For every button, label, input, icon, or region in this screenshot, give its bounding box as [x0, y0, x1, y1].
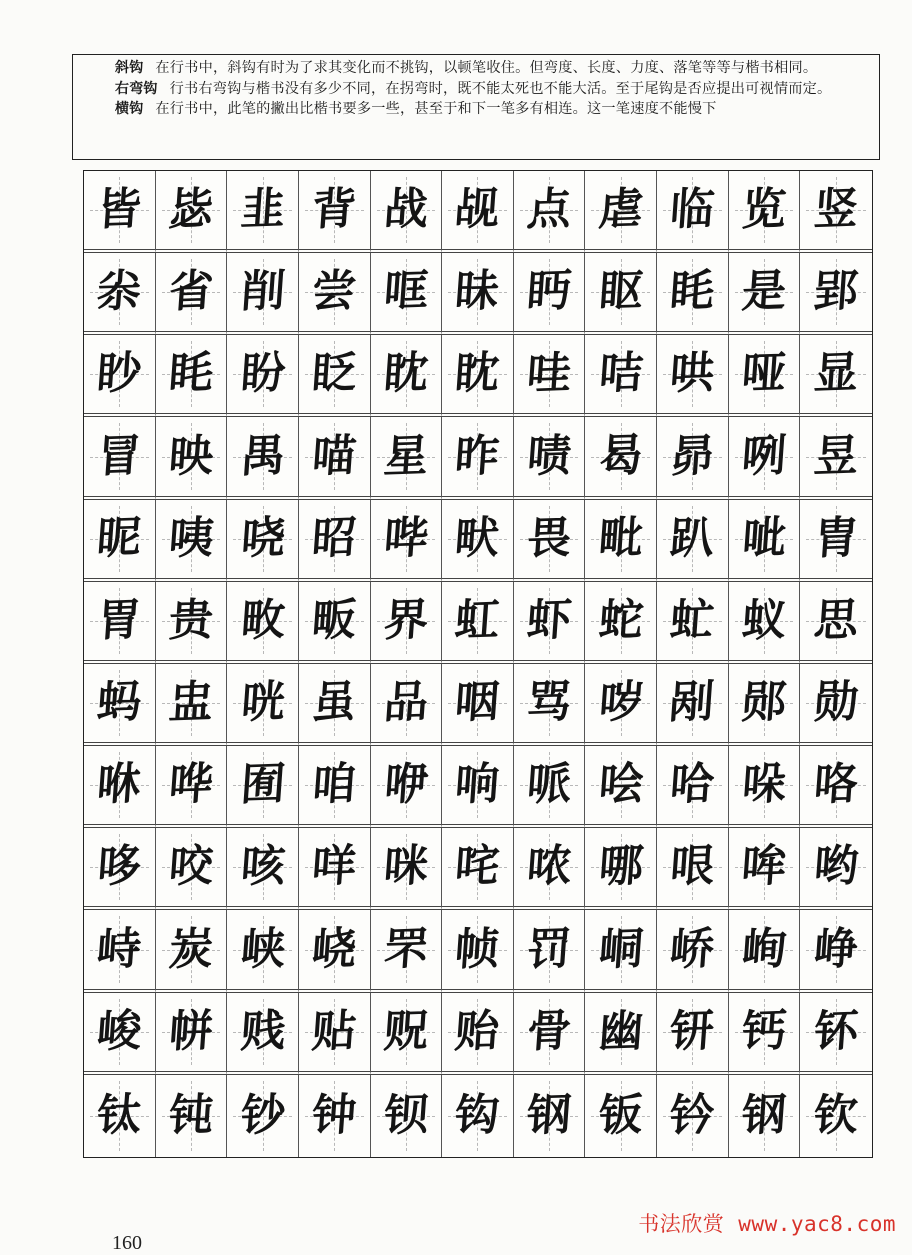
note-text: 在行书中，此笔的撇出比楷书要多一些，甚至于和下一笔多有相连。这一笔速度不能慢下: [155, 101, 717, 117]
grid-cell: [156, 335, 228, 417]
grid-cell: [657, 500, 729, 582]
character-glyph: 昱: [812, 429, 861, 483]
grid-cell: [84, 171, 156, 253]
character-glyph: 咩: [310, 840, 359, 894]
note-text: 行书右弯钩与楷书没有多少不同，在拐弯时，既不能太死也不能大活。至于尾钩是否应提出可视情而定。: [169, 80, 832, 97]
grid-cell: [227, 171, 299, 253]
character-glyph: 郧: [740, 676, 788, 729]
character-glyph: 钢: [740, 1089, 788, 1142]
grid-cell: [800, 335, 872, 417]
grid-cell: [227, 582, 299, 664]
grid-cell: [227, 1075, 299, 1157]
grid-cell: [442, 746, 514, 828]
grid-cell: [299, 1075, 371, 1157]
character-glyph: 哔: [382, 511, 430, 565]
grid-cell: [156, 993, 228, 1075]
character-glyph: 是: [740, 265, 788, 318]
grid-cell: [227, 335, 299, 417]
character-glyph: 咧: [740, 429, 788, 483]
character-glyph: 览: [740, 183, 788, 236]
grid-cell: [514, 253, 586, 335]
grid-cell: [800, 993, 872, 1075]
grid-cell: [514, 582, 586, 664]
character-glyph: 峣: [310, 922, 359, 976]
character-glyph: 眍: [596, 265, 645, 318]
character-glyph: 咤: [453, 840, 502, 894]
character-glyph: 畏: [525, 511, 574, 565]
grid-cell: [227, 500, 299, 582]
character-glyph: 峻: [95, 1004, 144, 1058]
grid-cell: [299, 582, 371, 664]
character-glyph: 勋: [812, 676, 861, 729]
character-glyph: 削: [238, 265, 287, 318]
character-glyph: 品: [382, 676, 430, 729]
character-glyph: 眈: [382, 347, 430, 401]
grid-cell: [84, 746, 156, 828]
character-glyph: 冒: [95, 429, 144, 483]
note-term: 斜钩: [115, 60, 144, 76]
character-glyph: 哕: [596, 676, 645, 729]
character-glyph: 咪: [382, 840, 430, 894]
note-item: [79, 58, 873, 79]
character-glyph: 盼: [238, 347, 287, 401]
character-glyph: 郢: [812, 265, 861, 318]
grid-cell: [585, 171, 657, 253]
character-glyph: 峋: [740, 922, 788, 976]
character-glyph: 罘: [382, 922, 430, 976]
grid-cell: [227, 664, 299, 746]
grid-cell: [371, 664, 443, 746]
character-glyph: 啧: [525, 429, 574, 483]
character-glyph: 眈: [453, 347, 502, 401]
grid-cell: [729, 171, 801, 253]
character-glyph: 胄: [812, 511, 861, 565]
grid-cell: [84, 335, 156, 417]
character-glyph: 蛇: [596, 594, 645, 647]
character-glyph: 哗: [167, 758, 215, 811]
grid-cell: [800, 417, 872, 499]
grid-cell: [227, 993, 299, 1075]
grid-cell: [156, 253, 228, 335]
note-term: 右弯钩: [115, 80, 158, 97]
grid-cell: [514, 828, 586, 910]
character-glyph: 背: [310, 183, 359, 236]
grid-cell: [657, 335, 729, 417]
character-glyph: 贵: [167, 594, 215, 647]
character-glyph: 畎: [453, 511, 502, 565]
grid-cell: [227, 746, 299, 828]
grid-cell: [442, 1075, 514, 1157]
character-glyph: 临: [668, 183, 717, 236]
grid-cell: [371, 993, 443, 1075]
grid-cell: [729, 993, 801, 1075]
grid-cell: [84, 1075, 156, 1157]
grid-cell: [800, 664, 872, 746]
grid-cell: [299, 664, 371, 746]
grid-cell: [585, 1075, 657, 1157]
grid-cell: [227, 828, 299, 910]
character-glyph: 哚: [740, 758, 788, 811]
grid-cell: [729, 1075, 801, 1157]
grid-cell: [729, 910, 801, 992]
grid-cell: [299, 828, 371, 910]
character-glyph: 哌: [525, 758, 574, 811]
character-glyph: 帡: [167, 1004, 215, 1058]
grid-cell: [585, 746, 657, 828]
character-glyph: 钣: [596, 1089, 645, 1142]
character-glyph: 皆: [95, 183, 144, 236]
character-glyph: 竖: [812, 183, 861, 236]
grid-cell: [156, 746, 228, 828]
grid-cell: [299, 910, 371, 992]
character-glyph: 哞: [740, 840, 788, 894]
grid-cell: [800, 253, 872, 335]
character-glyph: 昴: [668, 429, 717, 483]
grid-cell: [442, 335, 514, 417]
grid-cell: [657, 828, 729, 910]
grid-cell: [657, 582, 729, 664]
character-glyph: 昨: [453, 429, 502, 483]
character-glyph: 咽: [453, 676, 502, 729]
grid-cell: [800, 582, 872, 664]
note-item: [79, 99, 873, 120]
character-glyph: 虾: [525, 594, 574, 647]
character-glyph: 尜: [95, 265, 144, 318]
grid-cell: [657, 746, 729, 828]
character-glyph: 畋: [238, 594, 287, 647]
character-glyph: 哏: [668, 840, 717, 894]
character-glyph: 贱: [238, 1004, 287, 1058]
grid-cell: [156, 1075, 228, 1157]
character-glyph: 畈: [310, 594, 359, 647]
grid-cell: [585, 335, 657, 417]
grid-cell: [514, 1075, 586, 1157]
grid-cell: [657, 993, 729, 1075]
character-glyph: 哟: [812, 840, 861, 894]
notes-box: [72, 54, 880, 160]
grid-cell: [800, 500, 872, 582]
grid-cell: [729, 582, 801, 664]
grid-cell: [442, 417, 514, 499]
character-glyph: 咳: [238, 840, 287, 894]
note-text: 在行书中，斜钩有时为了求其变化而不挑钩，以顿笔收住。但弯度、长度、力度、落笔等等与楷书相同。: [155, 60, 818, 76]
grid-cell: [299, 253, 371, 335]
grid-cell: [585, 582, 657, 664]
character-glyph: 眇: [95, 347, 144, 401]
grid-cell: [371, 417, 443, 499]
character-glyph: 毖: [167, 183, 215, 236]
character-glyph: 钤: [668, 1089, 717, 1142]
character-glyph: 韭: [238, 183, 287, 236]
character-glyph: 虐: [596, 183, 645, 236]
grid-cell: [299, 417, 371, 499]
grid-cell: [585, 417, 657, 499]
character-glyph: 峡: [238, 922, 287, 976]
character-glyph: 哝: [525, 840, 574, 894]
character-glyph: 哇: [525, 347, 574, 401]
page-number: 160: [112, 1232, 142, 1254]
character-glyph: 哆: [95, 840, 144, 894]
grid-cell: [442, 664, 514, 746]
grid-cell: [657, 417, 729, 499]
character-glyph: 钘: [668, 1004, 717, 1058]
grid-cell: [84, 993, 156, 1075]
grid-cell: [585, 500, 657, 582]
grid-cell: [371, 171, 443, 253]
character-glyph: 钝: [167, 1089, 215, 1142]
character-glyph: 咱: [310, 758, 359, 811]
grid-cell: [299, 993, 371, 1075]
grid-cell: [729, 746, 801, 828]
grid-cell: [442, 500, 514, 582]
character-glyph: 蚁: [740, 594, 788, 647]
grid-cell: [442, 828, 514, 910]
character-glyph: 咬: [167, 840, 215, 894]
character-glyph: 钢: [525, 1089, 574, 1142]
grid-cell: [156, 417, 228, 499]
character-glyph: 咿: [382, 758, 430, 811]
grid-cell: [156, 664, 228, 746]
grid-cell: [156, 582, 228, 664]
grid-cell: [84, 253, 156, 335]
character-glyph: 峥: [812, 922, 861, 976]
grid-cell: [299, 335, 371, 417]
watermark: [638, 1208, 896, 1238]
character-glyph: 哐: [382, 265, 430, 318]
character-glyph: 哈: [668, 758, 717, 811]
character-glyph: 咻: [95, 758, 144, 811]
grid-cell: [514, 500, 586, 582]
grid-cell: [585, 993, 657, 1075]
note-item: [79, 79, 873, 100]
grid-cell: [729, 664, 801, 746]
character-glyph: 哪: [596, 840, 645, 894]
grid-cell: [371, 746, 443, 828]
character-glyph: 昵: [95, 511, 144, 565]
practice-grid: [83, 170, 873, 1158]
character-glyph: 界: [382, 594, 430, 647]
character-glyph: 钟: [310, 1089, 359, 1142]
grid-cell: [657, 253, 729, 335]
character-glyph: 眨: [310, 347, 359, 401]
character-glyph: 尝: [310, 265, 359, 318]
character-glyph: 钩: [453, 1089, 502, 1142]
character-glyph: 蚂: [95, 676, 144, 729]
grid-cell: [514, 993, 586, 1075]
character-glyph: 禺: [238, 429, 287, 483]
watermark-name: 书法欣赏: [638, 1212, 725, 1236]
character-glyph: 剐: [668, 676, 717, 729]
grid-cell: [442, 253, 514, 335]
grid-cell: [299, 171, 371, 253]
grid-cell: [371, 253, 443, 335]
grid-cell: [371, 500, 443, 582]
grid-cell: [227, 253, 299, 335]
grid-cell: [84, 664, 156, 746]
watermark-url: www.yac8.com: [738, 1212, 896, 1236]
character-glyph: 昧: [453, 265, 502, 318]
character-glyph: 星: [382, 429, 430, 483]
character-glyph: 眊: [668, 265, 717, 318]
character-glyph: 虽: [310, 676, 359, 729]
grid-cell: [800, 171, 872, 253]
grid-cell: [371, 582, 443, 664]
character-glyph: 钦: [812, 1089, 861, 1142]
character-glyph: 钚: [812, 1004, 861, 1058]
character-glyph: 喵: [310, 429, 359, 483]
character-glyph: 钛: [95, 1089, 144, 1142]
character-glyph: 峤: [668, 922, 717, 976]
character-glyph: 贶: [382, 1004, 430, 1058]
grid-cell: [514, 664, 586, 746]
character-glyph: 炭: [167, 922, 215, 976]
grid-cell: [442, 910, 514, 992]
character-glyph: 胃: [95, 594, 144, 647]
grid-cell: [585, 910, 657, 992]
grid-cell: [585, 828, 657, 910]
grid-cell: [156, 171, 228, 253]
grid-cell: [729, 828, 801, 910]
character-glyph: 幽: [596, 1004, 645, 1058]
grid-cell: [84, 910, 156, 992]
character-glyph: 帧: [453, 922, 502, 976]
grid-cell: [227, 910, 299, 992]
grid-cell: [84, 500, 156, 582]
character-glyph: 虻: [668, 594, 717, 647]
grid-cell: [514, 417, 586, 499]
character-glyph: 眊: [167, 347, 215, 401]
grid-cell: [156, 828, 228, 910]
character-glyph: 呲: [740, 511, 788, 565]
grid-cell: [442, 171, 514, 253]
grid-cell: [371, 910, 443, 992]
grid-cell: [84, 828, 156, 910]
character-glyph: 觇: [453, 183, 502, 236]
character-glyph: 虹: [453, 594, 502, 647]
grid-cell: [585, 253, 657, 335]
character-glyph: 趴: [668, 511, 717, 565]
grid-cell: [585, 664, 657, 746]
grid-cell: [371, 1075, 443, 1157]
grid-cell: [442, 993, 514, 1075]
character-glyph: 峒: [596, 922, 645, 976]
grid-cell: [299, 746, 371, 828]
character-glyph: 咣: [238, 676, 287, 729]
character-glyph: 咭: [596, 347, 645, 401]
grid-cell: [156, 910, 228, 992]
character-glyph: 贴: [310, 1004, 359, 1058]
character-glyph: 昭: [310, 511, 359, 565]
grid-cell: [371, 335, 443, 417]
character-glyph: 响: [453, 758, 502, 811]
grid-cell: [371, 828, 443, 910]
character-glyph: 峙: [95, 922, 144, 976]
note-term: 横钩: [115, 101, 144, 117]
grid-cell: [84, 417, 156, 499]
character-glyph: 毗: [596, 511, 645, 565]
grid-cell: [227, 417, 299, 499]
grid-cell: [156, 500, 228, 582]
grid-cell: [729, 500, 801, 582]
grid-cell: [442, 582, 514, 664]
character-glyph: 咯: [812, 758, 861, 811]
grid-cell: [800, 1075, 872, 1157]
character-glyph: 显: [812, 347, 861, 401]
character-glyph: 哄: [668, 347, 717, 401]
character-glyph: 思: [812, 594, 861, 647]
character-glyph: 哓: [238, 511, 287, 565]
character-glyph: 骂: [525, 676, 574, 729]
character-glyph: 哑: [740, 347, 788, 401]
character-glyph: 钡: [382, 1089, 430, 1142]
grid-cell: [514, 171, 586, 253]
character-glyph: 贻: [453, 1004, 502, 1058]
character-glyph: 点: [525, 183, 574, 236]
character-glyph: 钞: [238, 1089, 287, 1142]
character-glyph: 咦: [167, 511, 215, 565]
character-glyph: 钙: [740, 1004, 788, 1058]
grid-cell: [800, 828, 872, 910]
character-glyph: 哙: [596, 758, 645, 811]
grid-cell: [800, 746, 872, 828]
character-glyph: 盅: [167, 676, 215, 729]
character-glyph: 罚: [525, 922, 574, 976]
character-glyph: 眄: [525, 265, 574, 318]
grid-cell: [657, 171, 729, 253]
grid-cell: [299, 500, 371, 582]
grid-cell: [84, 582, 156, 664]
grid-cell: [514, 335, 586, 417]
grid-cell: [729, 417, 801, 499]
character-glyph: 骨: [525, 1004, 574, 1058]
character-glyph: 战: [382, 183, 430, 236]
grid-cell: [729, 253, 801, 335]
character-glyph: 映: [167, 429, 215, 483]
grid-cell: [514, 746, 586, 828]
grid-cell: [657, 910, 729, 992]
grid-cell: [800, 910, 872, 992]
grid-cell: [514, 910, 586, 992]
character-glyph: 曷: [596, 429, 645, 483]
grid-cell: [657, 1075, 729, 1157]
grid-cell: [729, 335, 801, 417]
character-glyph: 省: [167, 265, 215, 318]
grid-cell: [657, 664, 729, 746]
character-glyph: 囿: [238, 758, 287, 811]
